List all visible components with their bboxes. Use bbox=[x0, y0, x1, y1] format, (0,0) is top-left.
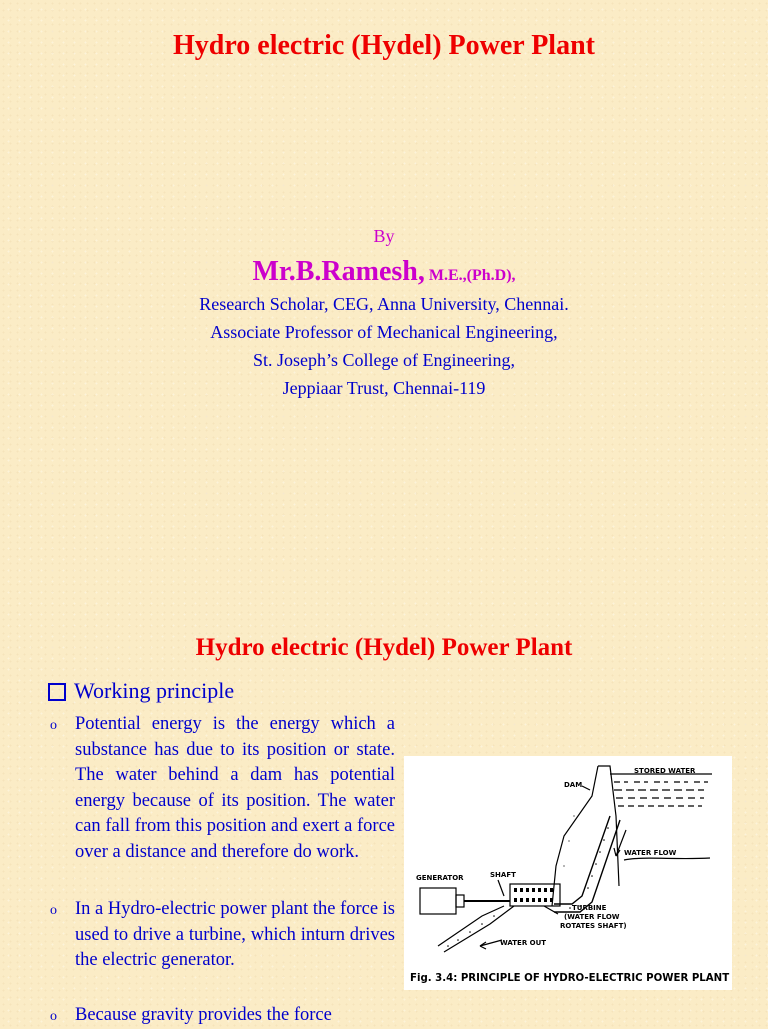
by-label: By bbox=[373, 226, 395, 246]
bullet-paragraph-1: Potential energy is the energy which a substance has due to its position or state. The water behind a dam has potential energy because of its position. The water can fall from this position and exert a force over a distance and therefore do work. bbox=[75, 714, 395, 862]
label-dam: DAM bbox=[564, 781, 583, 789]
hydro-plant-diagram bbox=[404, 756, 732, 990]
author-degree: M.E.,(Ph.D), bbox=[424, 267, 516, 284]
author-name: Mr.B.Ramesh, bbox=[252, 256, 425, 287]
label-turbine-line2: (WATER FLOW bbox=[564, 913, 620, 921]
label-stored-water: STORED WATER bbox=[634, 767, 696, 775]
slide2-title: Hydro electric (Hydel) Power Plant bbox=[195, 634, 573, 661]
slide1-title: Hydro electric (Hydel) Power Plant bbox=[173, 30, 595, 61]
bullet-icon: o bbox=[50, 1009, 57, 1024]
label-turbine: TURBINE bbox=[572, 904, 607, 912]
section-heading bbox=[48, 678, 234, 704]
affiliation-line-4: Jeppiaar Trust, Chennai-119 bbox=[282, 378, 486, 398]
label-shaft: SHAFT bbox=[490, 871, 516, 879]
diagram-drawing bbox=[404, 756, 732, 990]
affiliation-line-2: Associate Professor of Mechanical Engineering, bbox=[210, 322, 558, 342]
label-turbine-line3: ROTATES SHAFT) bbox=[560, 922, 627, 930]
bullet-icon: o bbox=[50, 718, 57, 733]
section-heading-text: Working principle bbox=[74, 678, 235, 703]
author bbox=[0, 256, 768, 288]
affiliation-line-1: Research Scholar, CEG, Anna University, Chennai. bbox=[199, 294, 569, 314]
bullet-icon: o bbox=[50, 903, 57, 918]
label-generator: GENERATOR bbox=[416, 874, 464, 882]
bullet-paragraph-2: In a Hydro-electric power plant the force is used to drive a turbine, which inturn drives the electric generator. bbox=[75, 899, 396, 971]
label-water-out: WATER OUT bbox=[500, 939, 547, 947]
label-water-flow: WATER FLOW bbox=[624, 849, 677, 857]
affiliation-line-3: St. Joseph’s College of Engineering, bbox=[253, 350, 515, 370]
figure-caption: Fig. 3.4: PRINCIPLE OF HYDRO-ELECTRIC POWER PLANT bbox=[410, 973, 730, 984]
bullet-paragraph-3: Because gravity provides the force bbox=[75, 1005, 332, 1025]
checkbox-bullet-icon bbox=[48, 683, 66, 701]
